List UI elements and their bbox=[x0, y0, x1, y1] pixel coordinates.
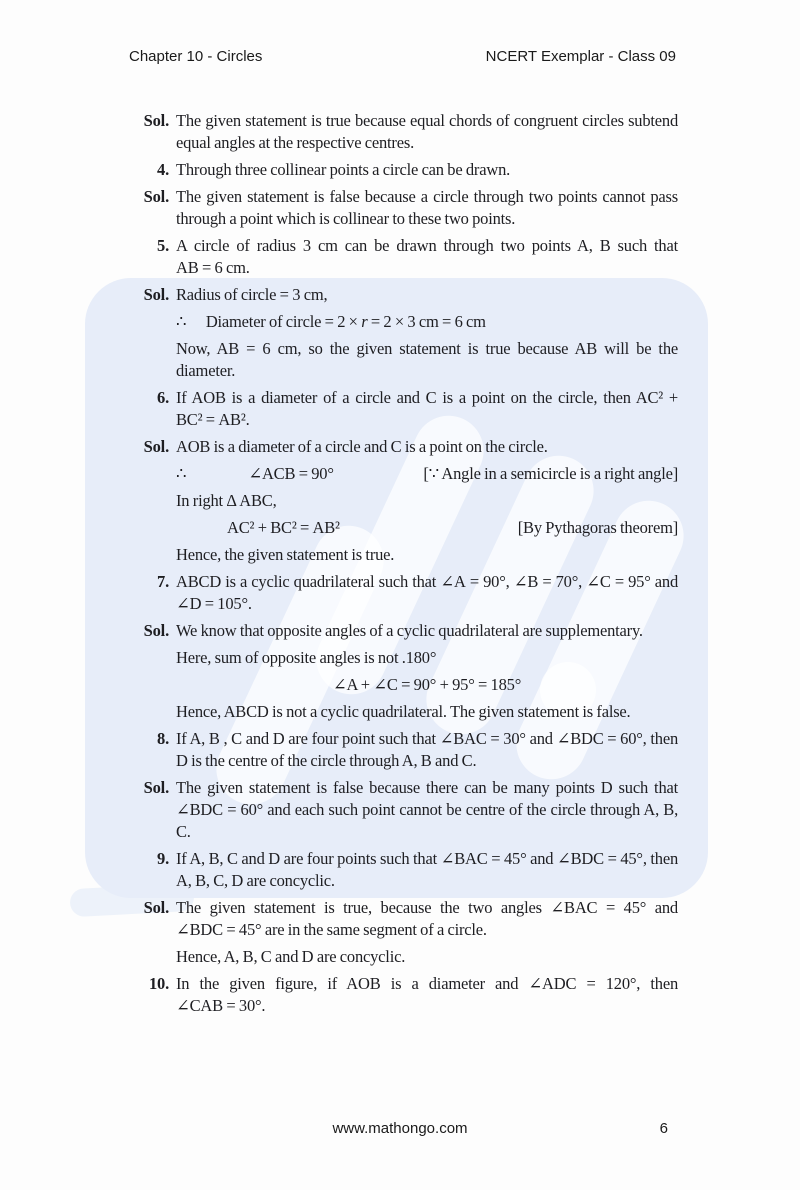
block-content bbox=[176, 284, 678, 382]
paragraph: Hence, the given statement is true. bbox=[176, 545, 395, 564]
solution-label: Sol. bbox=[143, 898, 169, 917]
therefore-symbol: ∴ bbox=[176, 464, 187, 483]
paragraph: If A, B , C and D are four point such that ∠BAC = 30° and ∠BDC = 60°, then D is the centre of the circle through A, B and C. bbox=[176, 729, 678, 770]
equation: ∠ACB = 90° bbox=[248, 464, 334, 483]
question-number: 9. bbox=[157, 849, 169, 868]
equation-segment: r bbox=[361, 312, 368, 331]
solution-label: Sol. bbox=[143, 778, 169, 797]
paragraph: The given statement is true because equal chords of congruent circles subtend equal angles at the respective centres. bbox=[176, 111, 678, 152]
paragraph: AOB is a diameter of a circle and C is a point on the circle. bbox=[176, 437, 548, 456]
equation: AC² + BC² = AB² bbox=[227, 518, 340, 537]
paragraph: In right Δ ABC, bbox=[176, 491, 277, 510]
page-footer bbox=[0, 1120, 800, 1140]
paragraph: In the given figure, if AOB is a diameter and ∠ADC = 120°, then ∠CAB = 30°. bbox=[176, 974, 678, 1015]
question-block bbox=[135, 973, 678, 1017]
question-number: 4. bbox=[157, 160, 169, 179]
equation-row bbox=[176, 463, 678, 485]
paragraph: If AOB is a diameter of a circle and C is a point on the circle, then AC² + BC² = AB². bbox=[176, 388, 678, 429]
block-content bbox=[176, 620, 678, 723]
paragraph: Hence, ABCD is not a cyclic quadrilateral. The given statement is false. bbox=[176, 702, 631, 721]
paragraph: Here, sum of opposite angles is not .180° bbox=[176, 648, 437, 667]
equation-centered: ∠A + ∠C = 90° + 95° = 185° bbox=[332, 675, 522, 694]
solution-label: Sol. bbox=[143, 187, 169, 206]
paragraph: ABCD is a cyclic quadrilateral such that ∠A = 90°, ∠B = 70°, ∠C = 95° and ∠D = 105°. bbox=[176, 572, 678, 613]
equation-segment: ∴ Diameter of circle = 2 × bbox=[176, 312, 362, 331]
block-content bbox=[176, 973, 678, 1017]
paragraph: The given statement is false because a circle through two points cannot pass through a point which is collinear to these two points. bbox=[176, 187, 678, 228]
solution-label: Sol. bbox=[143, 285, 169, 304]
paragraph: We know that opposite angles of a cyclic quadrilateral are supplementary. bbox=[176, 621, 643, 640]
question-block bbox=[135, 728, 678, 772]
document-body bbox=[135, 110, 678, 1017]
paragraph: If A, B, C and D are four points such that ∠BAC = 45° and ∠BDC = 45°, then A, B, C, D are concyclic. bbox=[176, 849, 678, 890]
question-number: 7. bbox=[157, 572, 169, 591]
paragraph: A circle of radius 3 cm can be drawn through two points A, B such that AB = 6 cm. bbox=[176, 236, 678, 277]
paragraph: The given statement is true, because the two angles ∠BAC = 45° and ∠BDC = 45° are in the same segment of a circle. bbox=[176, 898, 678, 939]
equation-line bbox=[176, 311, 678, 333]
reason-bracket: [∵ Angle in a semicircle is a right angle] bbox=[423, 464, 678, 483]
block-content bbox=[176, 897, 678, 968]
solution-block bbox=[135, 284, 678, 382]
question-number: 8. bbox=[157, 729, 169, 748]
solution-label: Sol. bbox=[143, 111, 169, 130]
block-content bbox=[176, 436, 678, 566]
solution-block bbox=[135, 897, 678, 968]
paragraph: Hence, A, B, C and D are concyclic. bbox=[176, 947, 406, 966]
solution-block bbox=[135, 436, 678, 566]
paragraph: Radius of circle = 3 cm, bbox=[176, 285, 328, 304]
header-chapter-title: Chapter 10 - Circles bbox=[129, 48, 263, 65]
solution-block bbox=[135, 186, 678, 230]
solution-block bbox=[135, 777, 678, 843]
block-content bbox=[176, 571, 678, 615]
equation-segment: = 2 × 3 cm = 6 cm bbox=[367, 312, 486, 331]
header-book-title: NCERT Exemplar - Class 09 bbox=[485, 48, 676, 65]
block-content bbox=[176, 728, 678, 772]
solution-label: Sol. bbox=[143, 621, 169, 640]
block-content bbox=[176, 159, 678, 181]
question-block bbox=[135, 159, 678, 181]
question-number: 10. bbox=[148, 974, 169, 993]
paragraph: The given statement is false because there can be many points D such that ∠BDC = 60° and each such point cannot be centre of the circle through A, B, C. bbox=[176, 778, 678, 841]
block-content bbox=[176, 110, 678, 154]
solution-label: Sol. bbox=[143, 437, 169, 456]
paragraph: Now, AB = 6 cm, so the given statement is true because AB will be the diameter. bbox=[176, 339, 678, 380]
question-block bbox=[135, 387, 678, 431]
solution-block bbox=[135, 620, 678, 723]
question-number: 6. bbox=[157, 388, 169, 407]
block-content bbox=[176, 777, 678, 843]
block-content bbox=[176, 848, 678, 892]
page-header bbox=[129, 48, 676, 66]
footer-website-link[interactable]: www.mathongo.com bbox=[332, 1120, 468, 1137]
equation-row bbox=[176, 517, 678, 539]
block-content bbox=[176, 186, 678, 230]
footer-page-number: 6 bbox=[659, 1120, 668, 1137]
reason-bracket: [By Pythagoras theorem] bbox=[517, 518, 678, 537]
solution-block bbox=[135, 110, 678, 154]
paragraph: Through three collinear points a circle can be drawn. bbox=[176, 160, 511, 179]
question-number: 5. bbox=[157, 236, 169, 255]
block-content bbox=[176, 235, 678, 279]
question-block bbox=[135, 571, 678, 615]
question-block bbox=[135, 848, 678, 892]
question-block bbox=[135, 235, 678, 279]
block-content bbox=[176, 387, 678, 431]
